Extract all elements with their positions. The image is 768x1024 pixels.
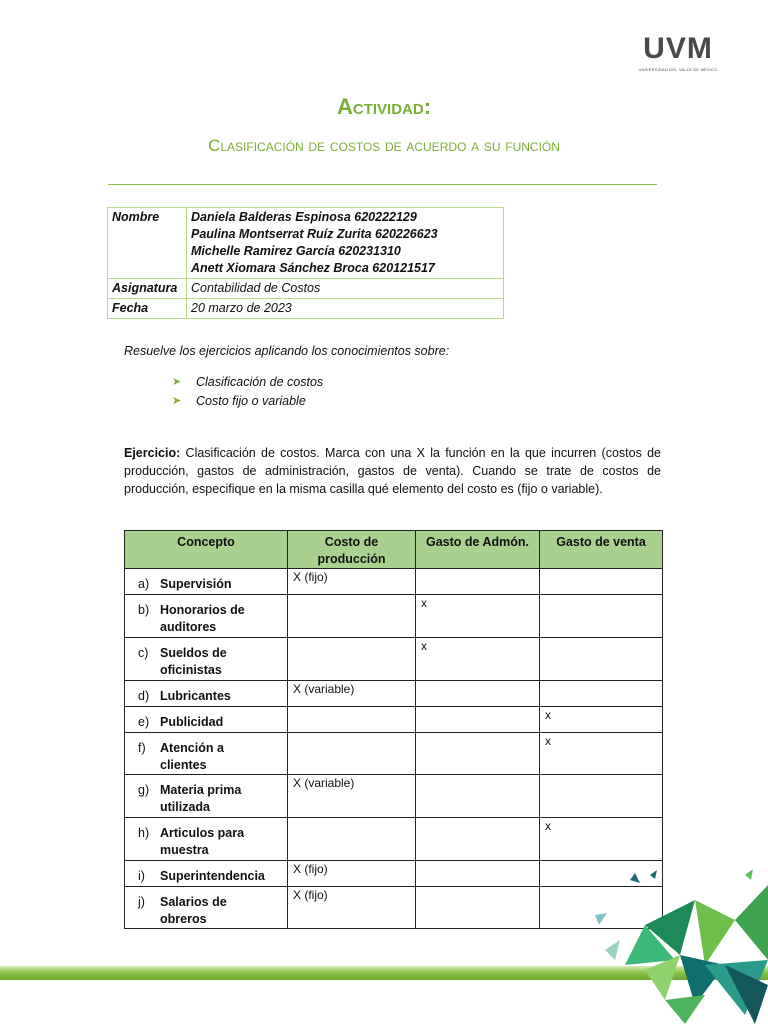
admon-cell xyxy=(416,861,540,887)
row-letter: h) xyxy=(138,826,150,840)
row-letter: b) xyxy=(138,603,150,617)
logo-tagline: UNIVERSIDAD DEL VALLE DE MÉXICO xyxy=(638,67,718,72)
prod-cell: X (fijo) xyxy=(288,861,416,887)
table-row xyxy=(125,861,663,887)
arrow-bullet-icon: ➤ xyxy=(172,376,182,388)
table-row xyxy=(125,733,663,775)
nombres-cell xyxy=(187,208,504,279)
arrow-bullet-icon: ➤ xyxy=(172,395,182,407)
row-letter: a) xyxy=(138,577,150,591)
concept-cell xyxy=(125,861,288,887)
nombre-2: Paulina Montserrat Ruíz Zurita 620226623 xyxy=(191,227,438,241)
asignatura-value: Contabilidad de Costos xyxy=(187,279,504,299)
concept-cell xyxy=(125,707,288,733)
concept-cell xyxy=(125,681,288,707)
prod-cell xyxy=(288,818,416,861)
list-item xyxy=(172,373,323,392)
prod-cell: X (fijo) xyxy=(288,569,416,595)
row-letter: i) xyxy=(138,869,145,883)
info-row-fecha xyxy=(108,299,504,319)
fecha-label: Fecha xyxy=(108,299,187,319)
page-subtitle: Clasificación de costos de acuerdo a su función xyxy=(208,136,560,155)
concept-text: Materia prima utilizada xyxy=(160,783,242,814)
prod-cell: X (variable) xyxy=(288,775,416,818)
venta-cell: x xyxy=(540,707,663,733)
info-row-nombre xyxy=(108,208,504,279)
admon-cell xyxy=(416,569,540,595)
list-item xyxy=(172,392,323,411)
prod-cell: X (variable) xyxy=(288,681,416,707)
nombre-4: Anett Xiomara Sánchez Broca 620121517 xyxy=(191,261,435,275)
venta-cell xyxy=(540,595,663,638)
admon-cell xyxy=(416,681,540,707)
table-row xyxy=(125,638,663,681)
nombre-3: Michelle Ramirez García 620231310 xyxy=(191,244,401,258)
concept-text: Sueldos de oficinistas xyxy=(160,646,227,677)
table-header-row xyxy=(125,531,663,569)
admon-cell xyxy=(416,707,540,733)
row-letter: g) xyxy=(138,783,150,797)
concept-text: Atención a clientes xyxy=(160,741,224,772)
title-divider xyxy=(108,184,657,185)
fecha-value: 20 marzo de 2023 xyxy=(187,299,504,319)
asignatura-label: Asignatura xyxy=(108,279,187,299)
admon-cell: x xyxy=(416,595,540,638)
info-table xyxy=(107,207,504,319)
table-row xyxy=(125,707,663,733)
table-row xyxy=(125,887,663,929)
intro-text: Resuelve los ejercicios aplicando los conocimientos sobre: xyxy=(124,344,450,358)
concept-cell xyxy=(125,775,288,818)
table-row xyxy=(125,681,663,707)
row-letter: j) xyxy=(138,895,145,909)
concept-cell xyxy=(125,595,288,638)
table-row xyxy=(125,775,663,818)
venta-cell xyxy=(540,638,663,681)
concept-text: Honorarios de auditores xyxy=(160,603,245,634)
nombre-label: Nombre xyxy=(108,208,187,279)
row-letter: f) xyxy=(138,741,146,755)
venta-cell xyxy=(540,775,663,818)
concept-cell xyxy=(125,733,288,775)
concept-cell xyxy=(125,887,288,929)
bullet-text: Clasificación de costos xyxy=(196,375,324,389)
bullet-text: Costo fijo o variable xyxy=(196,394,306,408)
prod-cell xyxy=(288,707,416,733)
admon-cell xyxy=(416,818,540,861)
prod-cell xyxy=(288,638,416,681)
header-gasto-venta: Gasto de venta xyxy=(540,531,663,569)
header-costo-produccion: Costo de producción xyxy=(288,531,416,569)
table-row xyxy=(125,818,663,861)
prod-cell xyxy=(288,595,416,638)
prod-cell xyxy=(288,733,416,775)
page-title: Actividad: xyxy=(336,94,432,119)
venta-cell: x xyxy=(540,733,663,775)
logo-word: UVM xyxy=(643,32,713,65)
concept-text: Articulos para muestra xyxy=(160,826,245,857)
concept-text: Lubricantes xyxy=(160,689,231,703)
admon-cell xyxy=(416,887,540,929)
exercise-text: Clasificación de costos. Marca con una X la función en la que incurren (costos de producción, gastos de administración, gastos de venta). Cuando se trate de costos de producción, especifique en la misma casilla qué elemento del costo es (fijo o variable). xyxy=(124,446,661,496)
decorative-triangles xyxy=(585,865,768,1024)
info-row-asignatura xyxy=(108,279,504,299)
row-letter: d) xyxy=(138,689,150,703)
cost-table xyxy=(124,530,663,929)
header-concepto: Concepto xyxy=(125,531,288,569)
admon-cell xyxy=(416,775,540,818)
venta-cell: x xyxy=(540,818,663,861)
venta-cell xyxy=(540,569,663,595)
concept-text: Superintendencia xyxy=(160,869,265,883)
concept-text: Salarios de obreros xyxy=(160,895,227,926)
header-gasto-admon: Gasto de Admón. xyxy=(416,531,540,569)
concept-cell xyxy=(125,818,288,861)
row-letter: e) xyxy=(138,715,150,729)
venta-cell xyxy=(540,681,663,707)
concept-cell xyxy=(125,638,288,681)
nombre-1: Daniela Balderas Espinosa 620222129 xyxy=(191,210,417,224)
prod-cell: X (fijo) xyxy=(288,887,416,929)
admon-cell: x xyxy=(416,638,540,681)
table-row xyxy=(125,569,663,595)
topic-list xyxy=(172,373,323,411)
admon-cell xyxy=(416,733,540,775)
concept-text: Supervisión xyxy=(160,577,232,591)
row-letter: c) xyxy=(138,646,149,660)
exercise-paragraph xyxy=(124,444,661,498)
concept-text: Publicidad xyxy=(160,715,224,729)
uvm-logo xyxy=(638,34,718,74)
table-row xyxy=(125,595,663,638)
concept-cell xyxy=(125,569,288,595)
exercise-label: Ejercicio: xyxy=(124,446,181,460)
